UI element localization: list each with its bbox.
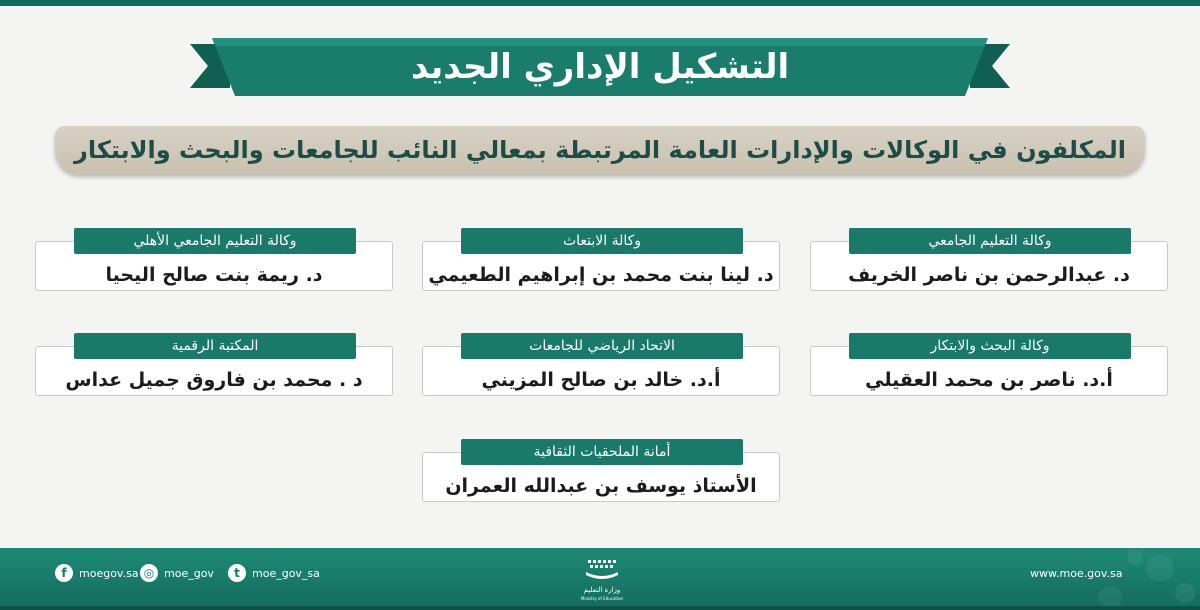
card-name: د . محمد بن فاروق جميل عداس bbox=[65, 369, 363, 391]
subtitle-text: المكلفون في الوكالات والإدارات العامة المرتبطة بمعالي النائب للجامعات والبحث والابتكار bbox=[74, 136, 1126, 164]
facebook-handle: moegov.sa bbox=[79, 566, 139, 580]
card-private-university bbox=[35, 233, 393, 291]
card-role: وكالة التعليم الجامعي الأهلي bbox=[74, 228, 356, 254]
website-link[interactable]: www.moe.gov.sa bbox=[1030, 567, 1123, 580]
facebook-icon: f bbox=[55, 564, 73, 582]
card-name: د. ريمة بنت صالح اليحيا bbox=[105, 264, 323, 286]
card-name: د. عبدالرحمن بن ناصر الخريف bbox=[848, 264, 1130, 286]
ministry-logo-subtext: Ministry of Education bbox=[580, 596, 624, 601]
card-cultural-attaches bbox=[422, 444, 780, 502]
footer bbox=[0, 548, 1200, 610]
card-role: وكالة البحث والابتكار bbox=[849, 333, 1131, 359]
title-ribbon bbox=[190, 38, 1010, 96]
instagram-handle: moe_gov bbox=[164, 566, 214, 580]
twitter-handle: moe_gov_sa bbox=[252, 566, 320, 580]
card-sports-federation bbox=[422, 338, 780, 396]
instagram-link[interactable] bbox=[140, 564, 214, 582]
card-role: وكالة الابتعاث bbox=[461, 228, 743, 254]
twitter-icon: t bbox=[228, 564, 246, 582]
card-role: أمانة الملحقيات الثقافية bbox=[461, 439, 743, 465]
card-role: المكتبة الرقمية bbox=[74, 333, 356, 359]
subtitle-banner bbox=[55, 126, 1145, 174]
card-role: الاتحاد الرياضي للجامعات bbox=[461, 333, 743, 359]
card-digital-library bbox=[35, 338, 393, 396]
card-scholarship bbox=[422, 233, 780, 291]
card-name: أ.د. خالد بن صالح المزيني bbox=[481, 369, 721, 391]
footer-bottom-line bbox=[0, 606, 1200, 610]
top-strip bbox=[0, 0, 1200, 6]
instagram-icon: ◎ bbox=[140, 564, 158, 582]
card-research-innovation bbox=[810, 338, 1168, 396]
card-name: الأستاذ يوسف بن عبدالله العمران bbox=[445, 475, 757, 497]
ministry-logo-text: وزارة التعليم bbox=[583, 586, 621, 594]
card-name: أ.د. ناصر بن محمد العقيلي bbox=[865, 369, 1113, 391]
card-university-education bbox=[810, 233, 1168, 291]
facebook-link[interactable] bbox=[55, 564, 139, 582]
card-name: د. لينا بنت محمد بن إبراهيم الطعيمي bbox=[428, 264, 774, 286]
card-role: وكالة التعليم الجامعي bbox=[849, 228, 1131, 254]
twitter-link[interactable] bbox=[228, 564, 320, 582]
ministry-logo bbox=[578, 556, 626, 604]
page-title: التشكيل الإداري الجديد bbox=[410, 47, 790, 87]
